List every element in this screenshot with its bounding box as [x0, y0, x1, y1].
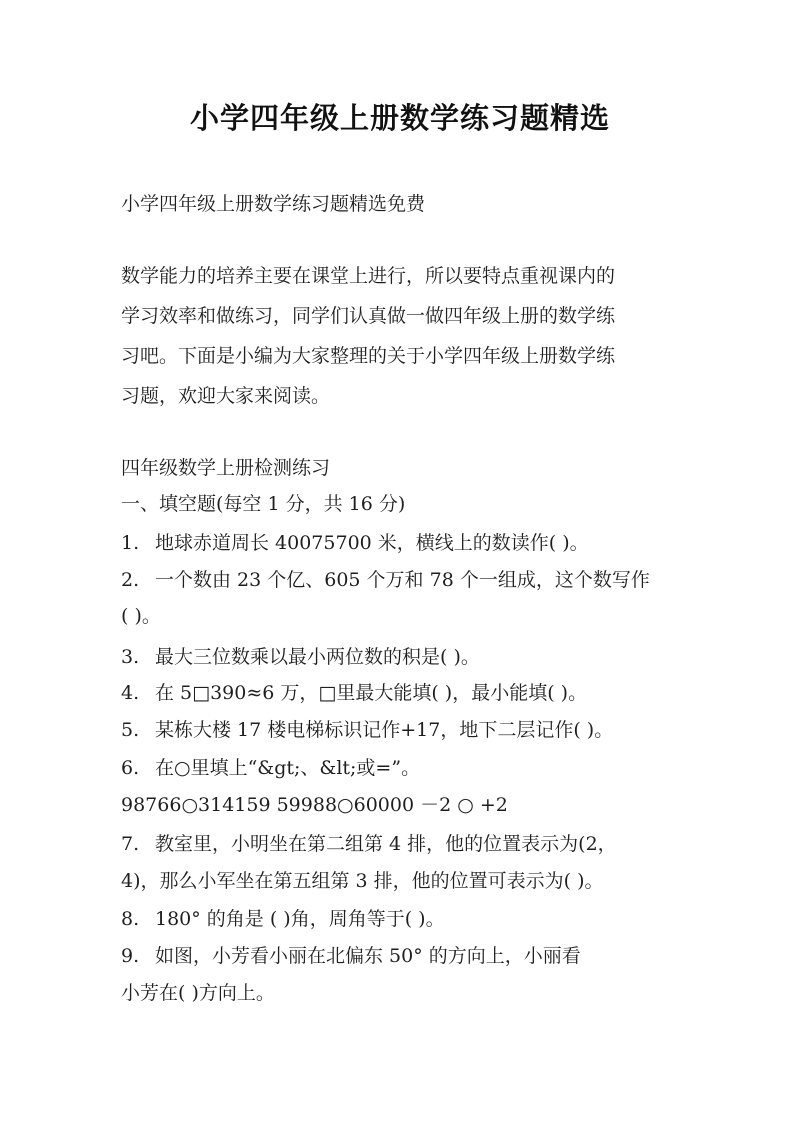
page-title: 小学四年级上册数学练习题精选: [189, 101, 610, 135]
question-text: 在 5□390≈6 万，□里最大能填( )，最小能填( )。: [155, 682, 588, 704]
question-text: 地球赤道周长 40075700 米，横线上的数读作( )。: [155, 532, 589, 554]
question-line: [121, 529, 701, 557]
question-number: 5.: [121, 719, 140, 741]
question-line: [121, 566, 701, 594]
question-text: 某栋大楼 17 楼电梯标识记作+17，地下二层记作( )。: [155, 719, 614, 741]
question-line: [121, 754, 701, 782]
question-line: [121, 791, 701, 819]
question-text: 教室里，小明坐在第二组第 4 排，他的位置表示为(2，: [155, 833, 617, 855]
question-text: 一个数由 23 个亿、605 个万和 78 个一组成，这个数写作: [155, 569, 650, 591]
intro-line: 习吧。下面是小编为大家整理的关于小学四年级上册数学练: [121, 345, 616, 367]
question-line: [121, 905, 701, 933]
question-line: [121, 979, 701, 1007]
intro-line: 学习效率和做练习，同学们认真做一做四年级上册的数学练: [121, 305, 616, 327]
question-text: 小芳在( )方向上。: [121, 982, 275, 1004]
question-line: [121, 942, 701, 970]
question-number: 2.: [121, 569, 140, 591]
question-number: 7.: [121, 833, 140, 855]
question-line: [121, 716, 701, 744]
question-text: 4)，那么小军坐在第五组第 3 排，他的位置可表示为( )。: [121, 870, 604, 892]
question-text: ( )。: [121, 605, 161, 627]
question-line: [121, 679, 701, 707]
question-text: 如图，小芳看小丽在北偏东 50° 的方向上，小丽看: [155, 945, 581, 967]
question-number: 4.: [121, 682, 140, 704]
question-text: 180° 的角是 ( )角，周角等于( )。: [155, 908, 445, 930]
section-heading: 四年级数学上册检测练习: [121, 457, 331, 479]
question-text: 最大三位数乘以最小两位数的积是( )。: [155, 646, 480, 668]
question-number: 8.: [121, 908, 140, 930]
subtitle: 小学四年级上册数学练习题精选免费: [121, 193, 426, 215]
part-heading: 一、填空题(每空 1 分，共 16 分): [121, 493, 406, 515]
question-number: 3.: [121, 646, 140, 668]
intro-line: 数学能力的培养主要在课堂上进行，所以要特点重视课内的: [121, 265, 616, 287]
question-text: 98766○314159 59988○60000 －2 ○ +2: [121, 794, 508, 816]
question-number: 1.: [121, 532, 140, 554]
question-number: 9.: [121, 945, 140, 967]
question-line: [121, 830, 701, 858]
question-number: 6.: [121, 757, 140, 779]
question-line: [121, 643, 701, 671]
question-line: [121, 602, 701, 630]
question-line: [121, 867, 701, 895]
intro-line: 习题，欢迎大家来阅读。: [121, 385, 331, 407]
question-text: 在○里填上“&gt;、&lt;或=”。: [155, 757, 421, 779]
